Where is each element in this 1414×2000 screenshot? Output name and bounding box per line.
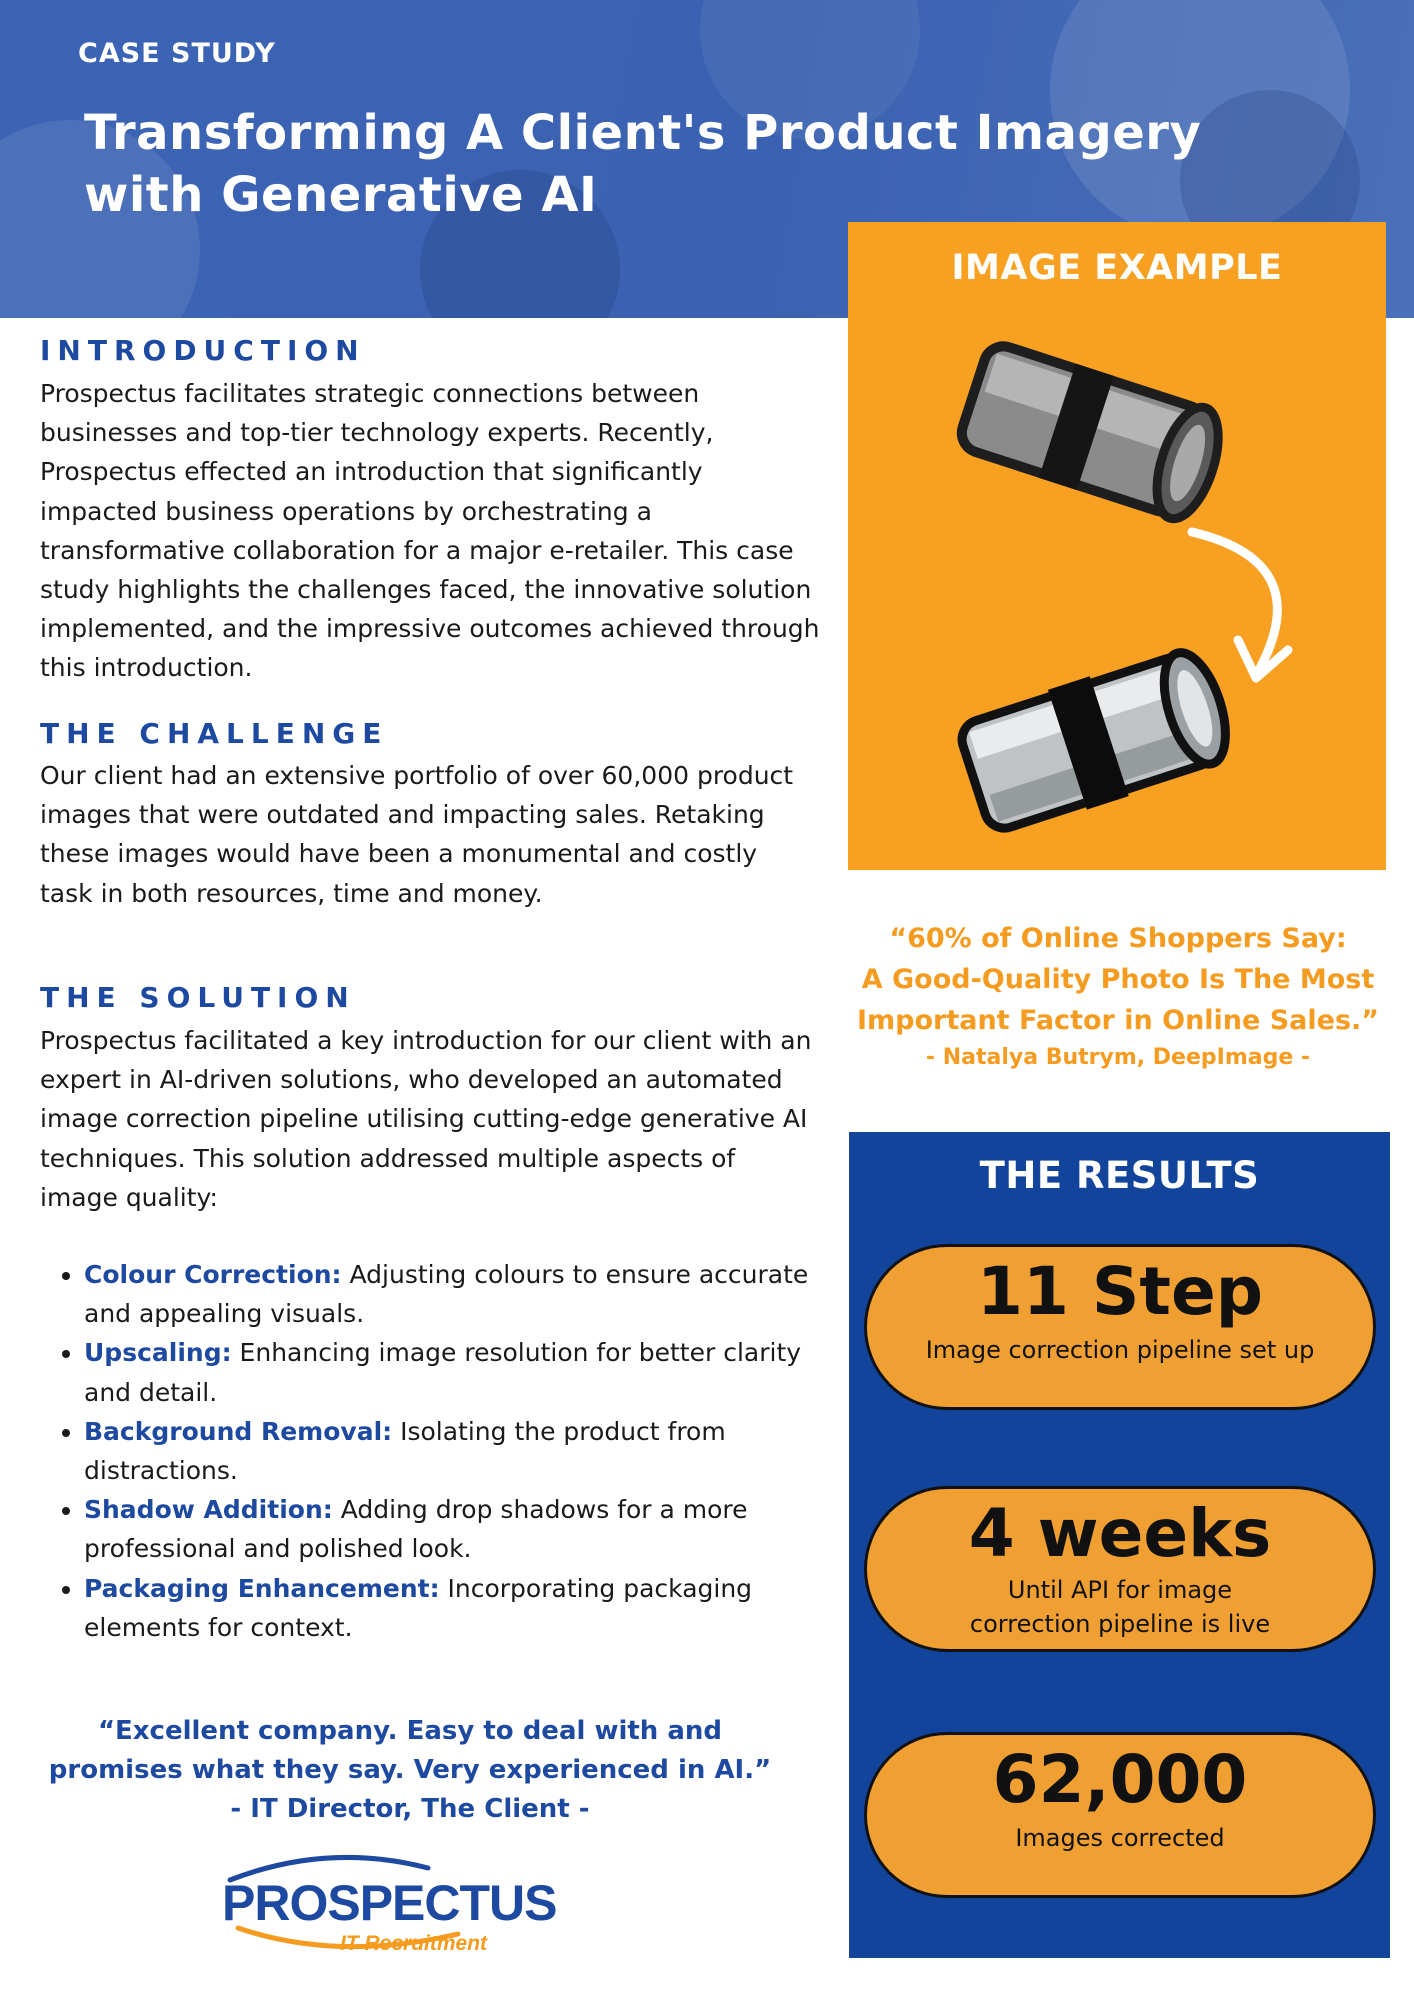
list-item: • Colour Correction: Adjusting colours to ensure accurate and appealing visuals.: [84, 1255, 824, 1333]
testimonial-attribution: - IT Director, The Client -: [230, 1794, 590, 1824]
list-item: • Packaging Enhancement: Incorporating packaging elements for context.: [84, 1569, 824, 1647]
result-label: Until API for image: [1007, 1576, 1233, 1604]
product-image-after: [938, 622, 1238, 862]
results-title: THE RESULTS: [979, 1154, 1260, 1197]
client-testimonial: “Excellent company. Easy to deal with and promises what they say. Very experienced in AI.” - IT Director, The Client -: [30, 1712, 790, 1829]
result-value: 11 Step: [977, 1253, 1263, 1330]
solution-heading: THE SOLUTION: [40, 981, 356, 1014]
challenge-heading: THE CHALLENGE: [40, 717, 389, 750]
result-card: [864, 1732, 1376, 1898]
solution-text: Prospectus facilitated a key introduction for our client with an expert in AI-driven solutions, who developed an automated image correction pipeline utilising cutting-edge generative AI techniques. This solution addressed multiple aspects of image quality:: [40, 1026, 812, 1212]
result-value: 4 weeks: [968, 1495, 1272, 1572]
introduction-text: Prospectus facilitates strategic connections between businesses and top-tier technology experts. Recently, Prospectus effected an introduction that significantly impacted business operations by orchestrating a transformative collaboration for a major e-retailer. This case study highlights the challenges faced, the innovative solution implemented, and the impressive outcomes achieved through this introduction.: [40, 379, 820, 683]
logo-tagline: IT Recruitment: [340, 1932, 488, 1955]
image-example-panel: [848, 222, 1386, 870]
result-card: [864, 1486, 1376, 1652]
page-title: Transforming A Client's Product Imagery with Generative AI: [84, 105, 1202, 223]
solution-bullet-list: [50, 1255, 824, 1647]
case-study-label: CASE STUDY: [78, 38, 276, 69]
logo-wordmark: PROSPECTUS: [222, 1875, 557, 1931]
quote-attribution: - Natalya Butrym, DeepImage -: [925, 1045, 1311, 1070]
list-item: • Background Removal: Isolating the product from distractions.: [84, 1412, 824, 1490]
result-label: correction pipeline is live: [969, 1610, 1271, 1638]
list-item: • Shadow Addition: Adding drop shadows for a more professional and polished look.: [84, 1490, 824, 1568]
product-image-before: [938, 314, 1228, 544]
result-card: [864, 1244, 1376, 1410]
introduction-heading: INTRODUCTION: [40, 334, 366, 367]
prospectus-logo: [218, 1850, 558, 1960]
results-panel: [849, 1132, 1390, 1958]
result-label: Image correction pipeline set up: [925, 1336, 1315, 1364]
image-example-title: IMAGE EXAMPLE: [951, 248, 1283, 288]
shopper-statistic-quote: “60% of Online Shoppers Say: A Good-Quality Photo Is The Most Important Factor in Online Sales.” - Natalya Butrym, DeepImage -: [848, 918, 1388, 1075]
list-item: • Upscaling: Enhancing image resolution for better clarity and detail.: [84, 1333, 824, 1411]
result-value: 62,000: [992, 1741, 1248, 1818]
result-label: Images corrected: [1015, 1824, 1225, 1852]
challenge-text: Our client had an extensive portfolio of over 60,000 product images that were outdated and impacting sales. Retaking these images would have been a monumental and costly task in both resources, time and money.: [40, 761, 794, 908]
